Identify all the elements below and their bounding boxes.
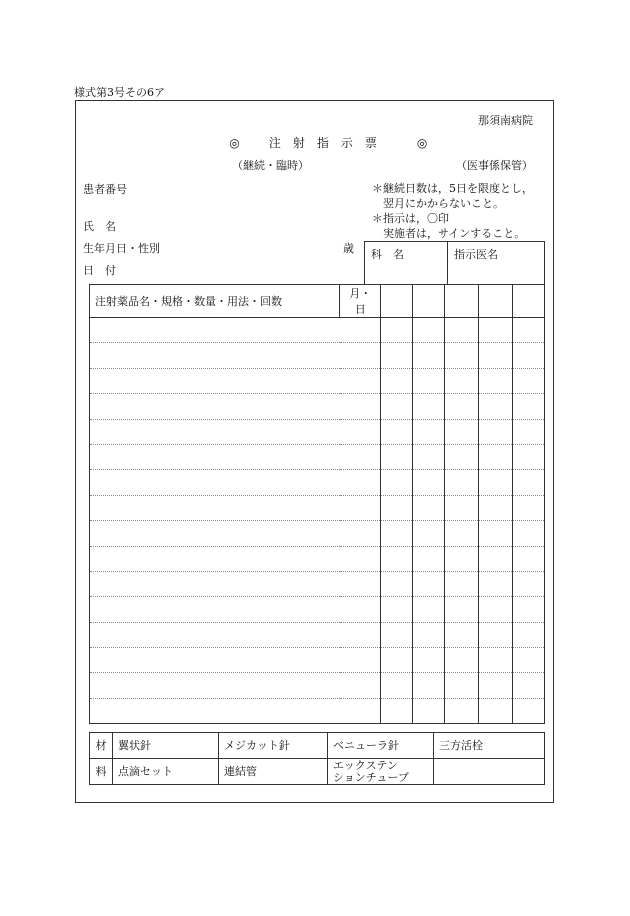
table-row[interactable] bbox=[90, 470, 545, 495]
date-cell[interactable] bbox=[513, 285, 545, 318]
drug-order-table bbox=[89, 284, 545, 724]
materials-table bbox=[89, 732, 545, 785]
date-cell[interactable] bbox=[413, 285, 445, 318]
form-subtitle: （継続・臨時） bbox=[232, 159, 309, 172]
materials-header: 材 bbox=[90, 733, 113, 759]
dept-label-cell[interactable] bbox=[365, 242, 448, 285]
table-row[interactable] bbox=[90, 622, 545, 647]
form-id: 様式第3号その6ア bbox=[74, 86, 165, 99]
drug-header: 注射薬品名・規格・数量・用法・回数 bbox=[90, 285, 340, 318]
table-row[interactable] bbox=[90, 368, 545, 393]
date-cell[interactable] bbox=[381, 285, 413, 318]
table-row[interactable] bbox=[90, 698, 545, 723]
table-row[interactable] bbox=[90, 318, 545, 343]
material-item[interactable]: 連結管 bbox=[219, 759, 328, 785]
patient-number-label: 患者番号 bbox=[83, 183, 127, 196]
age-label: 歳 bbox=[343, 242, 354, 255]
table-row[interactable] bbox=[90, 673, 545, 698]
title-mark-left: ◎ bbox=[229, 136, 241, 150]
table-row[interactable] bbox=[90, 495, 545, 520]
date-cell[interactable] bbox=[445, 285, 479, 318]
storage-note: （医事係保管） bbox=[456, 159, 533, 172]
table-row[interactable] bbox=[90, 521, 545, 546]
table-row[interactable] bbox=[90, 648, 545, 673]
material-item[interactable]: 三方活栓 bbox=[434, 733, 545, 759]
date-header: 月・日 bbox=[340, 285, 381, 318]
department-table bbox=[364, 241, 545, 285]
injection-order-form bbox=[75, 100, 554, 803]
note-line: ＊指示は，〇印 bbox=[372, 212, 449, 225]
title-text: 注射指示票 bbox=[268, 136, 389, 150]
table-row[interactable] bbox=[90, 419, 545, 444]
note-line: ＊継続日数は，5日を限度とし， bbox=[372, 182, 533, 195]
name-label: 氏 名 bbox=[83, 220, 116, 233]
material-item[interactable]: ベニューラ針 bbox=[328, 733, 434, 759]
note-line: 翌月にかからないこと。 bbox=[372, 197, 504, 210]
table-row[interactable] bbox=[90, 343, 545, 368]
table-row[interactable] bbox=[90, 546, 545, 571]
material-item[interactable]: エックステン ションチューブ bbox=[328, 759, 434, 785]
material-item[interactable]: メジカット針 bbox=[219, 733, 328, 759]
form-title bbox=[206, 134, 452, 151]
date-label: 日 付 bbox=[83, 264, 116, 277]
table-row[interactable] bbox=[90, 571, 545, 596]
note-line: 実施者は，サインすること。 bbox=[372, 227, 526, 240]
material-item[interactable]: 翼状針 bbox=[113, 733, 219, 759]
materials-header: 料 bbox=[90, 759, 113, 785]
material-item[interactable] bbox=[434, 759, 545, 785]
notes bbox=[372, 181, 533, 241]
title-mark-right: ◎ bbox=[416, 136, 429, 150]
material-item[interactable]: 点滴セット bbox=[113, 759, 219, 785]
doctor-label-cell[interactable] bbox=[448, 242, 545, 285]
date-cell[interactable] bbox=[479, 285, 513, 318]
birth-sex-label: 生年月日・性別 bbox=[83, 242, 160, 255]
doctor-label: 指示医名 bbox=[454, 248, 498, 261]
table-row[interactable] bbox=[90, 444, 545, 469]
dept-label: 科 名 bbox=[371, 248, 404, 261]
hospital-name: 那須南病院 bbox=[478, 114, 533, 127]
table-row[interactable] bbox=[90, 394, 545, 419]
table-row[interactable] bbox=[90, 597, 545, 622]
